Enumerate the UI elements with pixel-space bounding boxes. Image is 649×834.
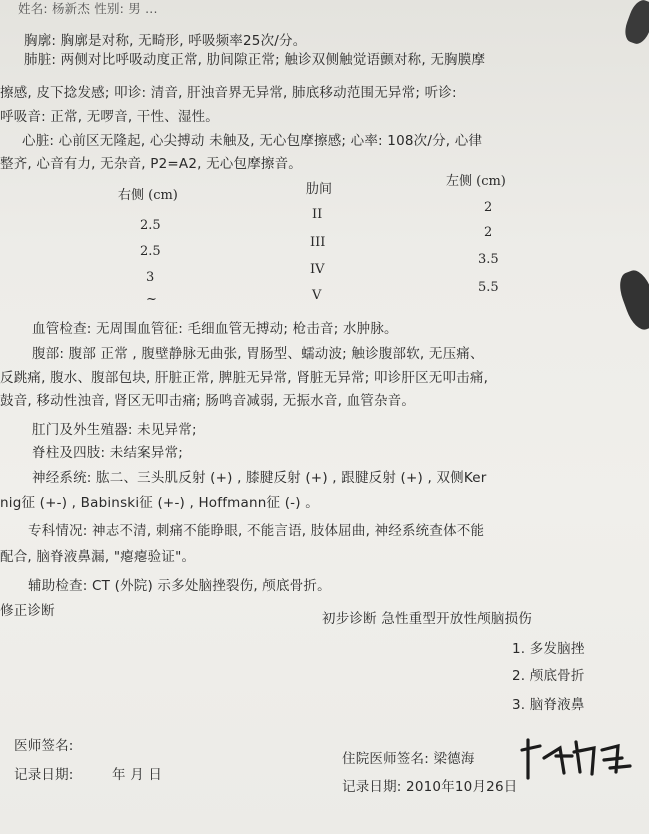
lungs-text-3: 呼吸音: 正常, 无啰音, 干性、湿性。: [0, 109, 220, 125]
initial-diagnosis-title: 初步诊断 急性重型开放性颅脑损伤: [322, 611, 532, 627]
heart-text-1: 心脏: 心前区无隆起, 心尖搏动 未触及, 无心包摩擦感; 心率: 108次/分, 心律: [22, 133, 483, 149]
record-date-label: 记录日期:: [14, 767, 74, 783]
special-text-1: 专科情况: 神志不清, 刺痛不能睁眼, 不能言语, 肢体屈曲, 神经系统查体不能: [28, 523, 485, 539]
record-date-blank: 年 月 日: [112, 767, 163, 783]
abdomen-text-1: 腹部: 腹部 正常 , 腹壁静脉无曲张, 胃肠型、蠕动波; 触诊腹部软, 无压痛、: [32, 346, 484, 362]
heart-text-2: 整齐, 心音有力, 无杂音, P2=A2, 无心包摩擦音。: [0, 156, 302, 172]
doctor-signature-label: 医师签名:: [14, 738, 74, 754]
table-cell-mid-4: V: [312, 288, 322, 303]
table-cell-right-4: ~: [146, 292, 157, 307]
handwritten-signature: [520, 728, 645, 788]
table-header-right: 右侧 (cm): [118, 188, 178, 203]
revised-diagnosis-label: 修正诊断: [0, 603, 55, 619]
diagnosis-item-3: 3. 脑脊液鼻: [512, 697, 585, 713]
special-text-2: 配合, 脑脊液鼻漏, "瘪瘪验证"。: [0, 549, 196, 565]
chest-text: 胸廓: 胸廓是对称, 无畸形, 呼吸频率25次/分。: [24, 33, 307, 49]
header-line: 姓名: 杨新杰 性别: 男 ...: [18, 1, 158, 16]
table-cell-right-3: 3: [146, 270, 155, 285]
diagnosis-item-2: 2. 颅底骨折: [512, 668, 585, 684]
table-cell-mid-2: III: [310, 235, 326, 250]
table-cell-mid-1: II: [312, 207, 323, 222]
anus-text: 肛门及外生殖器: 未见异常;: [32, 422, 197, 438]
table-header-left: 左侧 (cm): [446, 174, 506, 189]
table-cell-right-1: 2.5: [140, 218, 161, 233]
table-cell-left-3: 3.5: [478, 252, 499, 267]
spine-text: 脊柱及四肢: 未结案异常;: [32, 445, 183, 461]
lungs-text-2: 擦感, 皮下捻发感; 叩诊: 清音, 肝浊音界无异常, 肺底移动范围无异常; 听诊:: [0, 85, 457, 101]
lungs-text-1: 肺脏: 两侧对比呼吸动度正常, 肋间隙正常; 触诊双侧触觉语颤对称, 无胸膜摩: [24, 52, 486, 68]
neuro-text-1: 神经系统: 肱二、三头肌反射 (+) , 膝腱反射 (+) , 跟腱反射 (+) , 双侧Ker: [32, 470, 487, 486]
resident-signature-label: 住院医师签名: 梁德海: [342, 751, 475, 767]
vessels-text: 血管检查: 无周围血管征: 毛细血管无搏动; 枪击音; 水肿脉。: [32, 321, 398, 337]
table-cell-left-1: 2: [484, 200, 493, 215]
table-cell-left-4: 5.5: [478, 280, 499, 295]
table-cell-left-2: 2: [484, 225, 493, 240]
corner-shadow: [621, 0, 649, 47]
abdomen-text-2: 反跳痛, 腹水、腹部包块, 肝脏正常, 脾脏无异常, 肾脏无异常; 叩诊肝区无叩击痛,: [0, 370, 489, 386]
finger-shadow: [615, 267, 649, 334]
abdomen-text-3: 鼓音, 移动性浊音, 肾区无叩击痛; 肠鸣音减弱, 无振水音, 血管杂音。: [0, 393, 416, 409]
aux-text: 辅助检查: CT (外院) 示多处脑挫裂伤, 颅底骨折。: [28, 578, 331, 594]
resident-record-date: 记录日期: 2010年10月26日: [342, 779, 518, 795]
diagnosis-item-1: 1. 多发脑挫: [512, 641, 585, 657]
table-cell-right-2: 2.5: [140, 244, 161, 259]
table-header-mid: 肋间: [306, 182, 333, 197]
neuro-text-2: nig征 (+-) , Babinski征 (+-) , Hoffmann征 (-) 。: [0, 495, 319, 511]
table-cell-mid-3: IV: [310, 262, 325, 277]
